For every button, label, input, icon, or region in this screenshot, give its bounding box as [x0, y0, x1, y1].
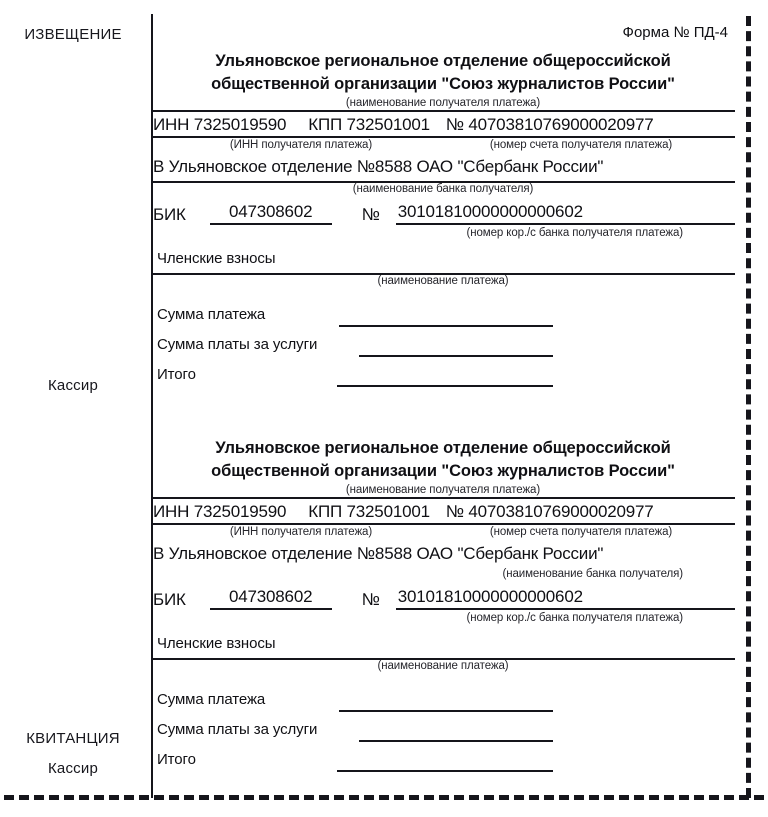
service-fee-label: Сумма платы за услуги: [157, 720, 318, 738]
total-label: Итого: [157, 365, 196, 383]
inn-field[interactable]: [153, 503, 286, 520]
stub-label-cashier-top: Кассир: [47, 377, 98, 394]
caption-payee-inn: (ИНН получателя платежа): [229, 139, 373, 152]
account-value: 40703810769000020977: [468, 115, 654, 135]
corr-account-value[interactable]: 30101810000000000602: [396, 587, 735, 610]
account-symbol: №: [445, 502, 464, 522]
caption-bank-name: (наименование банка получателя): [352, 183, 534, 196]
service-fee-input[interactable]: [359, 355, 553, 357]
caption-payee-name: (наименование получателя платежа): [345, 96, 541, 109]
payment-sum-input[interactable]: [339, 710, 553, 712]
caption-payee-account: (номер счета получателя платежа): [489, 526, 673, 539]
inn-value: 7325019590: [193, 115, 287, 135]
kpp-field[interactable]: [286, 116, 430, 133]
inn-label: ИНН: [153, 115, 190, 135]
bik-label: БИК: [153, 590, 186, 610]
payee-identifiers-row: [151, 497, 735, 523]
bik-value[interactable]: 047308602: [210, 202, 332, 225]
payee-identifiers-captions: [151, 523, 735, 581]
total-label: Итого: [157, 750, 196, 768]
amount-row-payment-sum: [151, 689, 735, 719]
amount-row-payment-sum: [151, 304, 735, 334]
caption-payment-name: (наименование платежа): [377, 274, 509, 287]
bik-value[interactable]: 047308602: [210, 587, 332, 610]
caption-payee-name: (наименование получателя платежа): [345, 483, 541, 496]
notice-section: [151, 45, 735, 394]
inn-value: 7325019590: [193, 502, 287, 522]
corr-account-value[interactable]: 30101810000000000602: [396, 202, 735, 225]
account-field[interactable]: [430, 503, 654, 520]
payee-name-line-1: Ульяновское региональное отделение общероссийской: [215, 439, 671, 457]
bank-details-row: [151, 581, 735, 657]
bank-name-value[interactable]: В Ульяновское отделение №8588 ОАО "Сбербанк России": [153, 544, 604, 564]
amount-row-service-fee: [151, 334, 735, 364]
payee-identifiers-row: [151, 110, 735, 136]
receipt-section: [151, 432, 735, 779]
account-value: 40703810769000020977: [468, 502, 654, 522]
amount-row-service-fee: [151, 719, 735, 749]
payee-name-line-2: общественной организации "Союз журналистов России": [211, 74, 675, 93]
amount-row-total: [151, 749, 735, 779]
bank-name-value[interactable]: В Ульяновское отделение №8588 ОАО "Сбербанк России": [153, 157, 604, 177]
caption-payee-account: (номер счета получателя платежа): [489, 139, 673, 152]
kpp-field[interactable]: [286, 503, 430, 520]
amount-row-total: [151, 364, 735, 394]
payment-amounts-row: [151, 273, 735, 394]
perforation-line-horizontal: [4, 795, 764, 800]
account-symbol: №: [445, 115, 464, 135]
total-input[interactable]: [337, 385, 553, 387]
payee-name-line-1: Ульяновское региональное отделение общероссийской: [215, 52, 671, 70]
caption-payee-inn: (ИНН получателя платежа): [229, 526, 373, 539]
caption-bank-name: (наименование банка получателя): [502, 568, 683, 581]
kpp-label: КПП: [308, 502, 343, 522]
payment-sum-label: Сумма платежа: [157, 690, 266, 708]
inn-field[interactable]: [153, 116, 286, 133]
perforation-line-vertical: [746, 16, 751, 798]
kpp-label: КПП: [308, 115, 343, 135]
stub-label-receipt: КВИТАНЦИЯ: [26, 730, 120, 747]
caption-bank-corr-account: (номер кор./с банка получателя платежа): [466, 227, 683, 240]
payee-identifiers-captions: [151, 136, 735, 181]
form-number: Форма № ПД-4: [622, 24, 728, 41]
bank-details-row: [151, 181, 735, 272]
caption-bank-corr-account: (номер кор./с банка получателя платежа): [466, 612, 683, 625]
payment-sum-input[interactable]: [339, 325, 553, 327]
payment-purpose-value[interactable]: Членские взносы: [157, 249, 276, 267]
total-input[interactable]: [337, 770, 553, 772]
stub-label-cashier-bottom: Кассир: [47, 760, 98, 777]
kpp-value: 732501001: [346, 115, 430, 135]
payment-sum-label: Сумма платежа: [157, 305, 266, 323]
stub-label-notice: ИЗВЕЩЕНИЕ: [24, 26, 122, 43]
bik-label: БИК: [153, 205, 186, 225]
payee-name-line-2: общественной организации "Союз журналистов России": [211, 461, 675, 480]
kpp-value: 732501001: [346, 502, 430, 522]
payment-purpose-value[interactable]: Членские взносы: [157, 634, 276, 652]
payment-amounts-row: [151, 658, 735, 779]
service-fee-label: Сумма платы за услуги: [157, 335, 318, 353]
caption-payment-name: (наименование платежа): [377, 659, 509, 672]
inn-label: ИНН: [153, 502, 190, 522]
corr-account-symbol: №: [361, 205, 380, 225]
service-fee-input[interactable]: [359, 740, 553, 742]
account-field[interactable]: [430, 116, 654, 133]
corr-account-symbol: №: [361, 590, 380, 610]
